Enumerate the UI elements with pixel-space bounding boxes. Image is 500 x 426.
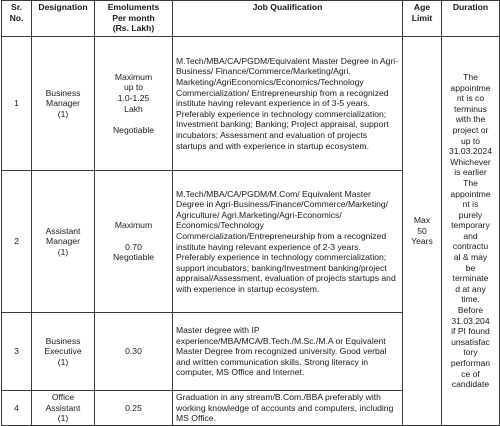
designation-cell: Business Executive (1): [32, 313, 95, 391]
header-job-qualification: Job Qualification: [173, 1, 403, 37]
qualification-cell: M.Tech/MBA/CA/PGDM/M.Com/ Equivalent Master Degree in Agri-Business/Finance/Commerce/Marketing/ Agriculture/ Agri.Marketing/Agri-Economics/ Economics/Technology Commercialization/Entrepreneurship from a recognized institute having relevant experience of 2-3 years. Preferably experience in technology commercialization; support incubators; banking/Investment banking/project appraisal/Assessment, evaluation of projects startups and with experience in startup ecosystem.: [173, 171, 403, 313]
emoluments-cell: Maximum up to 1.0-1.25 Lakh Negotiable: [95, 37, 173, 171]
age-limit-cell: Max 50 Years: [403, 37, 442, 426]
header-sr-no: Sr. No.: [2, 1, 32, 37]
duration-cell: The appointme nt is co terminus with the project or up to 31.03.2024 Whichever is earlier The appointme nt is purely temporary and contractu al & may be terminate d at any time. Before 31.03.204 if PI found unsatisfac tory performan ce of candidate: [442, 37, 500, 426]
table-header-row: [2, 1, 500, 37]
sr-no-cell: 2: [2, 171, 32, 313]
header-duration: Duration: [442, 1, 500, 37]
sr-no-cell: 3: [2, 313, 32, 391]
table-row: [2, 37, 500, 171]
emoluments-cell: Maximum 0.70 Negotiable: [95, 171, 173, 313]
header-designation: Designation: [32, 1, 95, 37]
header-age-limit: Age Limit: [403, 1, 442, 37]
sr-no-cell: 4: [2, 391, 32, 426]
designation-cell: Assistant Manager (1): [32, 171, 95, 313]
emoluments-cell: 0.25: [95, 391, 173, 426]
designation-cell: Office Assistant (1): [32, 391, 95, 426]
emoluments-cell: 0.30: [95, 313, 173, 391]
qualification-cell: Graduation in any stream/B.Com./BBA preferably with working knowledge of accounts and computers, including MS Office.: [173, 391, 403, 426]
qualification-cell: M.Tech/MBA/CA/PGDM/Equivalent Master Degree in Agri-Business/ Finance/Commerce/Marketing/Agri. Marketing/AgriEconomics/Economics/Technology Commercialization/ Entrepreneurship from a recognized institute having relevant experience in of 3-5 years. Preferably experience in technology commercialization; Investment banking; Banking; Project appraisal, support incubators; Assessment and evaluation of projects startups and with experience in startup ecosystem.: [173, 37, 403, 171]
designation-cell: Business Manager (1): [32, 37, 95, 171]
job-vacancy-table: [1, 0, 500, 426]
sr-no-cell: 1: [2, 37, 32, 171]
header-emoluments: Emoluments Per month (Rs. Lakh): [95, 1, 173, 37]
qualification-cell: Master degree with IP experience/MBA/MCA/B.Tech./M.Sc./M.A or Equivalent Master Degree from recognized university. Good verbal and written communication skills. Strong literacy in computer, MS Office and Internet.: [173, 313, 403, 391]
